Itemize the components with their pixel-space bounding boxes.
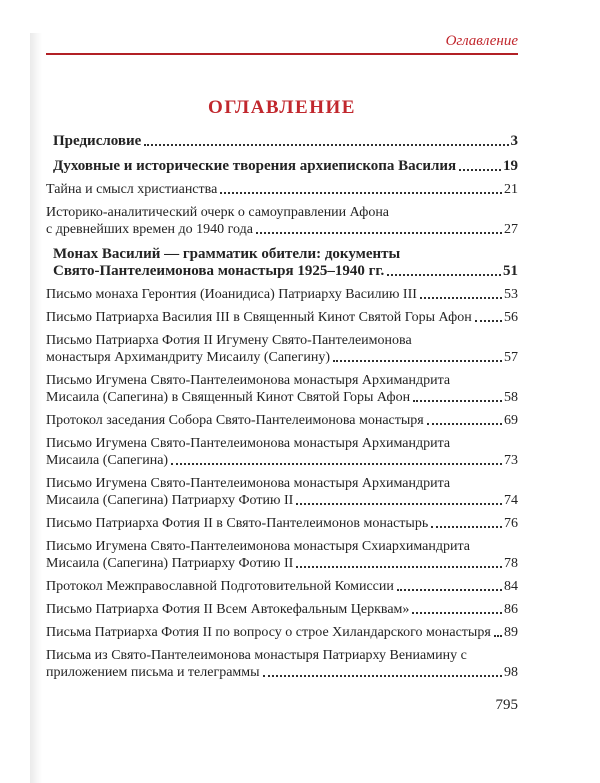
toc-entry-last-line — [46, 515, 518, 532]
toc-entry-last-line — [46, 492, 518, 509]
toc-page-number: 3 — [510, 133, 518, 149]
toc-entry — [46, 601, 518, 618]
toc-page-number: 89 — [504, 625, 518, 640]
toc-entry — [46, 204, 518, 238]
toc-entry-line: монастыря Архимандриту Мисаилу (Сапегину) — [46, 350, 331, 365]
toc-entry-line: Письмо Патриарха Фотия II Игумену Свято-Пантелеимонова — [46, 333, 412, 348]
toc-entry-last-line — [46, 349, 518, 366]
toc-entry-line: Письмо Игумена Свято-Пантелеимонова монастыря Архимандрита — [46, 476, 451, 491]
toc-entry-line: Письмо Патриарха Фотия II в Свято-Пантелеимонов монастырь — [46, 516, 429, 531]
toc-section-entry — [46, 133, 518, 150]
toc-page-number: 78 — [504, 556, 518, 571]
toc-page-number: 86 — [504, 602, 518, 617]
toc-entry-last-line — [46, 412, 518, 429]
toc-entry-last-line — [46, 664, 518, 681]
toc-entry — [46, 286, 518, 303]
toc-entry-line: приложением письма и телеграммы — [46, 665, 260, 680]
toc-page-number: 53 — [504, 287, 518, 302]
toc-entry — [46, 412, 518, 429]
toc-entry-line: Свято-Пантелеимонова монастыря 1925–1940 гг. — [53, 263, 385, 279]
toc-entry-line: Духовные и исторические творения архиепископа Василия — [53, 158, 457, 174]
toc-page-number: 21 — [504, 182, 518, 197]
toc-entry-line: Мисаила (Сапегина) Патриарху Фотию II — [46, 493, 294, 508]
toc-page-number: 58 — [504, 390, 518, 405]
toc-entry-line: Историко-аналитический очерк о самоуправлении Афона — [46, 205, 390, 220]
page-title: ОГЛАВЛЕНИЕ — [208, 97, 356, 118]
toc-entry-last-line — [53, 263, 518, 280]
folio-page-number: 795 — [495, 697, 518, 713]
dot-leader — [256, 232, 502, 234]
toc-entry-line: Письма Патриарха Фотия II по вопросу о строе Хиландарского монастыря — [46, 625, 491, 640]
toc-entry — [46, 578, 518, 595]
toc-entry-line: Протокол Межправославной Подготовительной Комиссии — [46, 579, 394, 594]
toc-entry-line: Протокол заседания Собора Свято-Пантелеимонова монастыря — [46, 413, 424, 428]
toc-entry-line: Предисловие — [53, 133, 142, 149]
toc-entry — [46, 475, 518, 509]
toc-section-entry — [46, 158, 518, 175]
toc-entry-last-line — [46, 221, 518, 238]
toc-entry-line: Мисаила (Сапегина) Патриарху Фотию II — [46, 556, 294, 571]
toc-entry-line: Мисаила (Сапегина) — [46, 453, 169, 468]
dot-leader — [296, 566, 502, 568]
toc-entry-line: Письмо Игумена Свято-Пантелеимонова монастыря Схиархимандрита — [46, 539, 471, 554]
dot-leader — [420, 297, 502, 299]
toc-entry — [46, 624, 518, 641]
toc-entry-line: Письмо Игумена Свято-Пантелеимонова монастыря Архимандрита — [46, 436, 451, 451]
toc-entry-last-line — [46, 309, 518, 326]
toc-entry — [46, 309, 518, 326]
toc-entry-last-line — [46, 286, 518, 303]
dot-leader — [427, 423, 502, 425]
dot-leader — [412, 612, 502, 614]
toc-entry — [46, 647, 518, 681]
toc-entry-last-line — [46, 624, 518, 641]
toc-entry-last-line — [46, 601, 518, 618]
toc-entry-last-line — [46, 452, 518, 469]
toc-entry-line: с древнейших времен до 1940 года — [46, 222, 253, 237]
toc-entry — [46, 515, 518, 532]
dot-leader — [494, 635, 502, 637]
toc-entry — [46, 538, 518, 572]
toc-entry-last-line — [53, 158, 518, 175]
toc-list — [46, 133, 518, 681]
toc-entry-line: Письмо Игумена Свято-Пантелеимонова монастыря Архимандрита — [46, 373, 451, 388]
toc-entry-line: Монах Василий — грамматик обители: документы — [53, 246, 401, 262]
toc-entry — [46, 332, 518, 366]
dot-leader — [397, 589, 502, 591]
running-header: Оглавление — [445, 33, 518, 49]
toc-page-number: 19 — [503, 158, 518, 174]
toc-section-entry — [46, 246, 518, 280]
dot-leader — [413, 400, 502, 402]
toc-entry-line: Тайна и смысл христианства — [46, 182, 218, 197]
toc-entry-last-line — [53, 133, 518, 150]
toc-entry-last-line — [46, 555, 518, 572]
toc-page-number: 56 — [504, 310, 518, 325]
dot-leader — [263, 675, 502, 677]
toc-entry — [46, 372, 518, 406]
toc-entry — [46, 435, 518, 469]
dot-leader — [220, 192, 502, 194]
dot-leader — [431, 526, 502, 528]
dot-leader — [387, 274, 501, 276]
toc-entry-line: Письмо Патриарха Василия III в Священный Кинот Святой Горы Афон — [46, 310, 472, 325]
dot-leader — [459, 169, 501, 171]
toc-entry-line: Письмо Патриарха Фотия II Всем Автокефальным Церквам» — [46, 602, 410, 617]
toc-entry-line: Письмо монаха Геронтия (Иоанидиса) Патриарху Василию III — [46, 287, 417, 302]
toc-page-number: 51 — [503, 263, 518, 279]
toc-page-number: 76 — [504, 516, 518, 531]
book-page — [0, 33, 600, 714]
toc-entry-last-line — [46, 389, 518, 406]
toc-page-number: 98 — [504, 665, 518, 680]
dot-leader — [296, 503, 502, 505]
toc-entry-line: Письма из Свято-Пантелеимонова монастыря Патриарху Вениамину с — [46, 648, 467, 663]
toc-page-number: 73 — [504, 453, 518, 468]
toc-page-number: 74 — [504, 493, 518, 508]
toc-page-number: 57 — [504, 350, 518, 365]
toc-entry-line: Мисаила (Сапегина) в Священный Кинот Святой Горы Афон — [46, 390, 411, 405]
toc-page-number: 27 — [504, 222, 518, 237]
toc-entry-last-line — [46, 578, 518, 595]
toc-page-number: 69 — [504, 413, 518, 428]
header-rule — [46, 53, 518, 55]
toc-entry-last-line — [46, 181, 518, 198]
toc-entry — [46, 181, 518, 198]
toc-page-number: 84 — [504, 579, 518, 594]
dot-leader — [171, 463, 502, 465]
dot-leader — [475, 320, 502, 322]
dot-leader — [144, 144, 508, 146]
dot-leader — [333, 360, 502, 362]
